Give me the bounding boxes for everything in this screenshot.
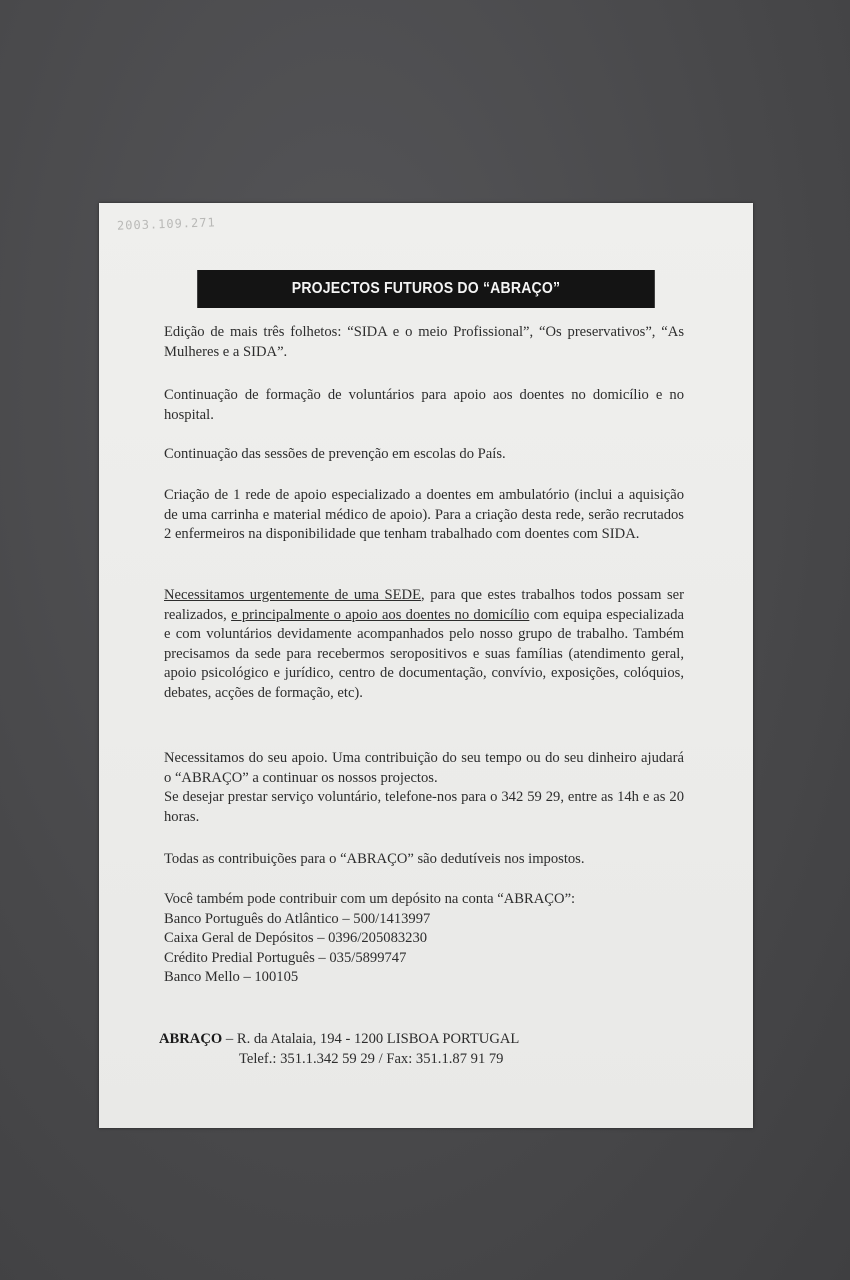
paragraph-prevention-sessions — [164, 445, 684, 465]
inline-text: , para que estes trabalhos todos possam ser realizados, — [164, 587, 684, 623]
archive-number: 2003.109.271 — [116, 215, 216, 233]
paragraph-text: Todas as contribuições para o “ABRAÇO” são dedutíveis nos impostos. — [164, 851, 585, 867]
bank-account: Caixa Geral de Depósitos – 0396/205083230 — [164, 930, 428, 947]
paragraph-brochures — [164, 323, 684, 362]
bank-account: Banco Mello – 100105 — [164, 969, 299, 986]
underlined-text: Necessitamos urgentemente de uma SEDE — [164, 587, 421, 603]
underlined-text: e principalmente o apoio aos doentes no domicílio — [231, 606, 530, 623]
page-title-text: PROJECTOS FUTUROS DO “ABRAÇO” — [291, 280, 561, 297]
bank-account: Crédito Predial Português – 035/5899747 — [164, 949, 407, 966]
bank-account: Banco Português do Atlântico – 500/1413997 — [164, 910, 431, 927]
paragraph-volunteer-training — [164, 386, 684, 425]
paragraph-text: Criação de 1 rede de apoio especializado a doentes em ambulatório (inclui a aquisição de uma carrinha e material médico de apoio). Para a criação desta rede, serão recrutados 2 enfermeiros na disponibilidade que tenham trabalhado com doentes com SIDA. — [164, 487, 684, 543]
leaflet-page — [99, 203, 753, 1128]
paragraph-headquarters-need — [164, 586, 684, 704]
paragraph-bank-accounts — [164, 890, 684, 988]
footer-contact — [159, 1029, 679, 1069]
paragraph-text: Se desejar prestar serviço voluntário, telefone-nos para o 342 59 29, entre as 14h e as 20 horas. — [164, 789, 684, 825]
paragraph-text: Continuação das sessões de prevenção em escolas do País. — [164, 446, 506, 462]
paragraph-support-request — [164, 749, 684, 827]
organization-name: ABRAÇO — [159, 1031, 223, 1047]
postal-address: – R. da Atalaia, 194 - 1200 LISBOA PORTUGAL — [222, 1031, 520, 1047]
paragraph-text — [164, 586, 684, 704]
paragraph-text: Edição de mais três folhetos: “SIDA e o meio Profissional”, “Os preservativos”, “As Mulheres e a SIDA”. — [164, 324, 684, 360]
footer-phone-line: Telef.: 351.1.342 59 29 / Fax: 351.1.87 91 79 — [239, 1051, 504, 1067]
paragraph-support-network — [164, 486, 684, 545]
page-title — [197, 270, 655, 308]
footer-address-line — [159, 1029, 679, 1049]
accounts-intro: Você também pode contribuir com um depósito na conta “ABRAÇO”: — [164, 891, 576, 907]
inline-text: com equipa especializada e com voluntários devidamente acompanhados pelo nosso grupo de trabalho. Também precisamos da sede para recebermos seropositivos e suas famílias (atendimento geral, apoio psicológico e jurídico, centro de documentação, convívio, exposições, colóquios, debates, acções de formação, etc). — [164, 606, 685, 701]
paragraph-text: Continuação de formação de voluntários para apoio aos doentes no domicílio e no hospital. — [164, 387, 684, 423]
paragraph-tax-deductible — [164, 850, 684, 870]
paragraph-text: Necessitamos do seu apoio. Uma contribuição do seu tempo ou do seu dinheiro ajudará o “ABRAÇO” a continuar os nossos projectos. — [164, 750, 684, 786]
